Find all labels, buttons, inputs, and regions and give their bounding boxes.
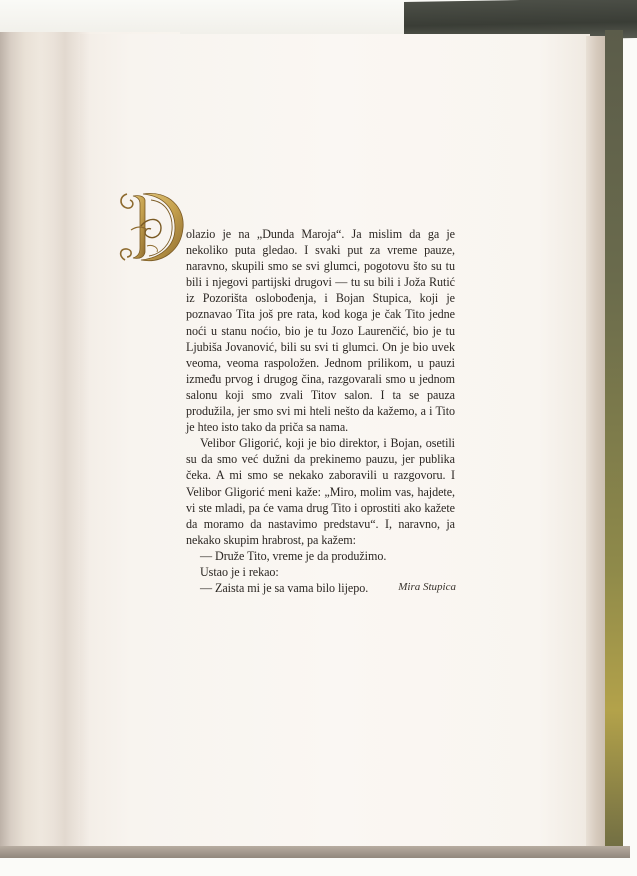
scan-bottom-margin bbox=[0, 858, 637, 876]
dialogue-line-1: — Druže Tito, vreme je da produžimo. bbox=[200, 548, 387, 563]
paragraph-2: Velibor Gligorić, koji je bio direktor, i Bojan, osetili su da smo već dužni da prekinemo pauzu, jer publika čeka. A mi smo se nekako zaboravili u razgovoru. I Velibor Gligorić meni kaže: „Miro, molim vas, hajdete, vi ste mladi, pa će vama drug Tito i oprostiti ako kažete da moramo da nastavimo predstavu“. I, naravno, ja nekako skupim hrabrost, pa kažem: bbox=[186, 436, 455, 547]
book-gutter-shadow bbox=[40, 32, 90, 852]
paragraph-1: olazio je na „Dunda Maroja“. Ja mislim da ga je nekoliko puta gledao. I svaki put za vreme pauze, naravno, skupili smo se svi glumci, pogotovu što su tu bili i njegovi partijski drugovi — tu su bili i Joža Rutić iz Pozorišta oslobođenja, i Bojan Stupica, koji je poznavao Tita još pre rata, kod koga je čak Tito jedne noći u stanu noćio, bio je tu Jozo Laurenčić, bio je tu Ljubiša Jovanović, bili su svi ti glumci. On je bio uvek veoma, veoma raspoložen. Jednom prilikom, u pauzi između prvog i drugog čina, razgovarali smo u jednom salonu koji smo zvali Titov salon. I ta se pauza produžila, jer smo svi mi hteli nešto da kažemo, a i Tito je hteo isto tako da priča sa nama. bbox=[186, 227, 455, 435]
dialogue-line-3: — Zaista mi je sa vama bilo lijepo. bbox=[200, 581, 369, 596]
article-text bbox=[186, 226, 455, 596]
author-signature: Mira Stupica bbox=[398, 581, 456, 593]
dialogue-line-2: Ustao je i rekao: bbox=[200, 564, 279, 579]
dropcap-d-ornament bbox=[117, 186, 187, 268]
book-cover-side-edge bbox=[605, 30, 623, 860]
ornamental-dropcap bbox=[117, 186, 187, 268]
